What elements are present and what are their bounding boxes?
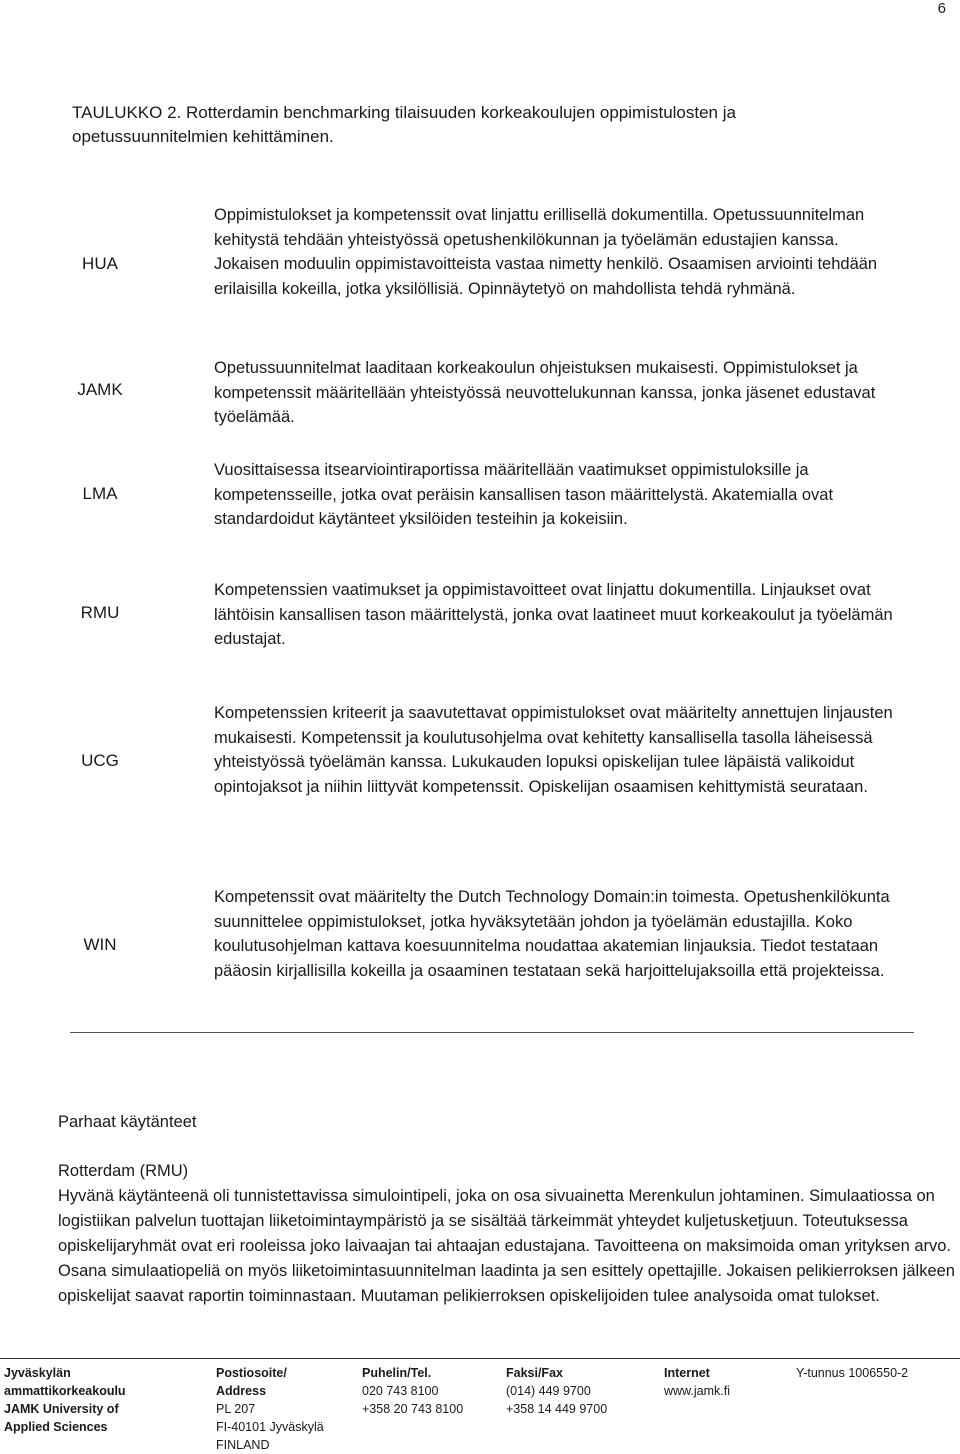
page-number: 6: [937, 0, 946, 17]
footer-org-line: ammattikorkeakoulu: [4, 1384, 126, 1398]
table-bottom-rule: [70, 1032, 914, 1033]
footer-address: [216, 1364, 324, 1454]
row-text: Kompetenssien kriteerit ja saavutettavat oppimistulokset ovat määritelty annettujen linjausten mukaisesti. Kompetenssit ja koulutusohjelma ovat kehitetty kansallisella tasolla läheisessä yhteistyössä työelämän kanssa. Lukukauden lopuksi opiskelijan tulee läpäistä valikoidut opintojaksot ja niihin liittyvät kompetenssit. Opiskelijan osaamisen kehittymistä seurataan.: [214, 704, 893, 797]
footer-address-line: PL 207: [216, 1402, 256, 1416]
footer-fax-line: (014) 449 9700: [506, 1384, 591, 1398]
footer-internet: [664, 1364, 730, 1400]
footer-phone-label: Puhelin/Tel.: [362, 1366, 432, 1380]
best-practices-subheading: Rotterdam (RMU): [58, 1162, 189, 1180]
footer-org-line: JAMK University of: [4, 1402, 119, 1416]
footer-address-line: FI-40101 Jyväskylä: [216, 1420, 324, 1434]
footer-rule: [0, 1358, 960, 1359]
footer-internet-label: Internet: [664, 1366, 710, 1380]
best-practices-body: Hyvänä käytänteenä oli tunnistettavissa simulointipeli, joka on osa sivuainetta Merenkulun johtaminen. Simulaatiossa on logistiikan palvelun tuottajan liiketoimintaympäristö ja se sisältää tärkeimmät yhteydet kuljetusketjuun. Toteutuksessa opiskelijaryhmät ovat eri rooleissa joko laivaajan tai ahtaajan edustajana. Tavoitteena on maksimoida oman yrityksen arvo. Osana simulaatiopeliä on myös liiketoimintasuunnitelman laadinta ja sen esittely opettajille. Jokaisen pelikierroksen jälkeen opiskelijat saavat raportin toiminnastaan. Muutaman pelikierroksen opiskelijoiden tulee analysoida omat tulokset.: [58, 1187, 955, 1305]
row-code: WIN: [83, 935, 117, 954]
row-text: Kompetenssien vaatimukset ja oppimistavoitteet ovat linjattu dokumentilla. Linjaukset ovat lähtöisin kansallisen tason määrittelystä, jonka ovat laatineet muut korkeakoulut ja työelämän edustajat.: [214, 581, 893, 649]
table-caption: TAULUKKO 2. Rotterdamin benchmarking tilaisuuden korkeakoulujen oppimistulosten ja opetussuunnitelmien kehittäminen.: [72, 103, 736, 146]
footer-fax: [506, 1364, 607, 1418]
footer-phone: [362, 1364, 463, 1418]
footer-address-label: Postiosoite/: [216, 1366, 287, 1380]
row-code: LMA: [82, 484, 118, 503]
footer-business-id: [796, 1364, 908, 1382]
row-text: Oppimistulokset ja kompetenssit ovat linjattu erillisellä dokumentilla. Opetussuunnitelman kehitystä tehdään yhteistyössä opetushenkilökunnan ja työelämän edustajien kanssa. Jokaisen moduulin oppimistavoitteista vastaa nimetty henkilö. Osaamisen arviointi tehdään erilaisilla kokeilla, jotka yksilöllisiä. Opinnäytetyö on mahdollista tehdä ryhmänä.: [214, 206, 878, 299]
row-text: Vuosittaisessa itsearviointiraportissa määritellään vaatimukset oppimistuloksille ja kompetensseille, jotka ovat peräisin kansallisen tason määrittelystä. Akatemialla ovat standardoidut käytänteet yksilöiden testeihin ja kokeisiin.: [214, 461, 834, 529]
footer-address-line: FINLAND: [216, 1438, 270, 1452]
row-text: Kompetenssit ovat määritelty the Dutch Technology Domain:in toimesta. Opetushenkilökunta suunnittelee oppimistulokset, jotka hyväksytetään johdon ja työelämän edustajilla. Koko koulutusohjelman kattava koesuunnitelma noudattaa akatemian linjauksia. Tiedot testataan pääosin kirjallisilla kokeilla ja osaaminen testataan sekä harjoittelujaksoilla että projekteissa.: [214, 888, 890, 981]
footer-org-line: Applied Sciences: [4, 1420, 108, 1434]
footer-fax-label: Faksi/Fax: [506, 1366, 563, 1380]
row-text: Opetussuunnitelmat laaditaan korkeakoulun ohjeistuksen mukaisesti. Oppimistulokset ja kompetenssit määritellään yhteistyössä neuvottelukunnan kanssa, jonka jäsenet edustavat työelämää.: [214, 359, 876, 427]
row-code: HUA: [82, 254, 118, 273]
footer-fax-line: +358 14 449 9700: [506, 1402, 608, 1416]
best-practices-heading: Parhaat käytänteet: [58, 1113, 197, 1131]
row-code: RMU: [80, 603, 120, 622]
footer-org-line: Jyväskylän: [4, 1366, 71, 1380]
footer-address-label: Address: [216, 1384, 267, 1398]
row-code: UCG: [81, 751, 119, 770]
row-code: JAMK: [77, 380, 123, 399]
footer-phone-line: +358 20 743 8100: [362, 1402, 464, 1416]
footer-internet-link[interactable]: www.jamk.fi: [664, 1384, 730, 1398]
footer-ytunnus: Y-tunnus 1006550-2: [796, 1366, 909, 1380]
footer-phone-line: 020 743 8100: [362, 1384, 439, 1398]
footer-organization: [4, 1364, 126, 1436]
